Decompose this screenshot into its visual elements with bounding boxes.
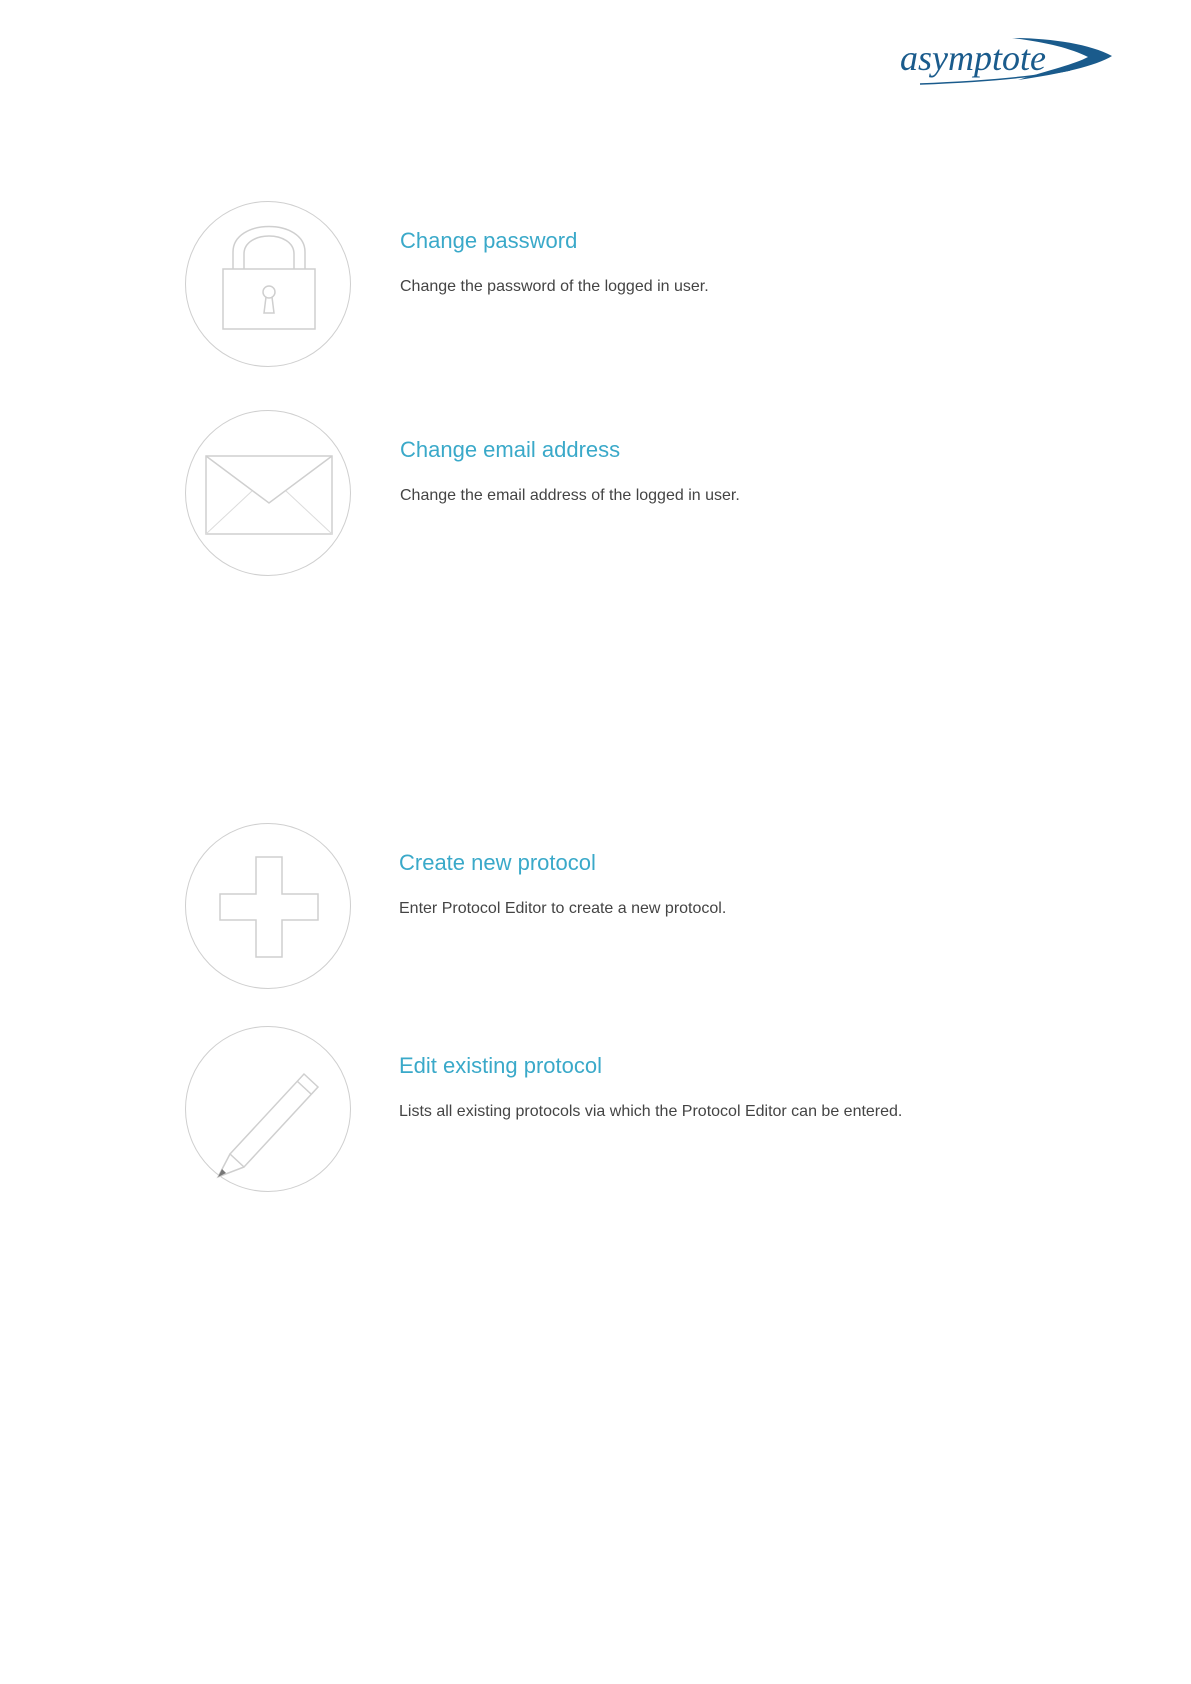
lock-icon-circle bbox=[185, 201, 351, 367]
change-password-description: Change the password of the logged in user. bbox=[400, 278, 709, 295]
change-email-title[interactable]: Change email address bbox=[400, 437, 621, 462]
menu-item-change-email[interactable] bbox=[185, 410, 1035, 580]
asymptote-logo bbox=[900, 30, 1120, 90]
menu-item-change-password[interactable] bbox=[185, 201, 1035, 371]
create-protocol-description: Enter Protocol Editor to create a new protocol. bbox=[399, 900, 727, 917]
menu-item-create-protocol[interactable] bbox=[185, 823, 1035, 993]
logo-text: asymptote bbox=[900, 38, 1046, 78]
create-protocol-title[interactable]: Create new protocol bbox=[399, 850, 596, 875]
pencil-icon-circle bbox=[185, 1026, 351, 1192]
edit-protocol-description: Lists all existing protocols via which the Protocol Editor can be entered. bbox=[399, 1103, 903, 1120]
pencil-icon bbox=[186, 1027, 352, 1193]
edit-protocol-title[interactable]: Edit existing protocol bbox=[399, 1053, 602, 1078]
envelope-icon-circle bbox=[185, 410, 351, 576]
plus-icon-circle bbox=[185, 823, 351, 989]
plus-icon bbox=[186, 824, 352, 990]
menu-item-edit-protocol[interactable] bbox=[185, 1026, 1035, 1196]
change-email-description: Change the email address of the logged in user. bbox=[400, 487, 740, 504]
envelope-icon bbox=[186, 411, 352, 577]
lock-icon bbox=[186, 202, 352, 368]
change-password-title[interactable]: Change password bbox=[400, 228, 578, 253]
